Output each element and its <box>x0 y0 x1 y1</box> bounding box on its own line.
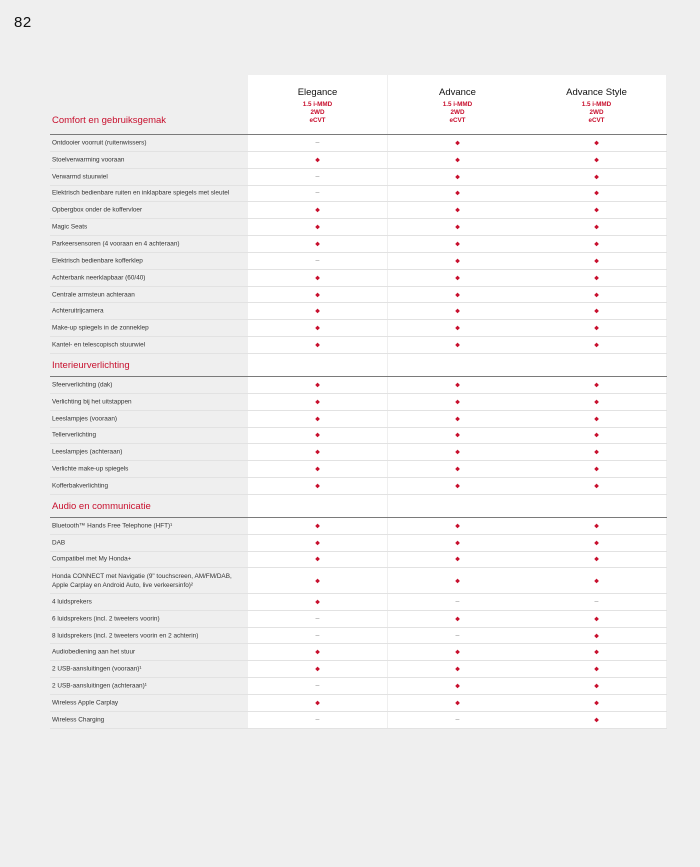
standard-marker-icon: ◆ <box>315 224 320 231</box>
feature-label: Achterbank neerklapbaar (60/40) <box>52 274 146 282</box>
standard-marker-icon: ◆ <box>315 599 320 606</box>
standard-marker-icon: ◆ <box>315 325 320 332</box>
standard-marker-icon: ◆ <box>594 616 599 623</box>
standard-marker-icon: ◆ <box>315 241 320 248</box>
standard-marker-icon: ◆ <box>594 275 599 282</box>
standard-marker-icon: ◆ <box>594 649 599 656</box>
standard-marker-icon: ◆ <box>315 578 320 585</box>
standard-marker-icon: ◆ <box>594 578 599 585</box>
table-row <box>50 695 667 712</box>
not-available-marker: – <box>315 139 320 147</box>
feature-label: Elektrisch bedienbare ruiten en inklapbare spiegels met sleutel <box>52 189 230 197</box>
standard-marker-icon: ◆ <box>455 157 460 164</box>
standard-marker-icon: ◆ <box>594 157 599 164</box>
table-row <box>50 270 667 287</box>
feature-label: Verlichte make-up spiegels <box>52 465 129 473</box>
standard-marker-icon: ◆ <box>315 556 320 563</box>
standard-marker-icon: ◆ <box>594 483 599 490</box>
feature-label: DAB <box>52 539 66 547</box>
not-available-marker: – <box>315 615 320 623</box>
table-row <box>50 644 667 661</box>
table-row <box>50 202 667 219</box>
model-transmission: eCVT <box>309 117 326 124</box>
standard-marker-icon: ◆ <box>315 540 320 547</box>
standard-marker-icon: ◆ <box>594 666 599 673</box>
table-row <box>50 611 667 628</box>
standard-marker-icon: ◆ <box>455 700 460 707</box>
table-row <box>50 303 667 320</box>
standard-marker-icon: ◆ <box>594 449 599 456</box>
feature-label: Compatibel met My Honda+ <box>52 555 132 563</box>
section-header <box>50 495 667 517</box>
standard-marker-icon: ◆ <box>455 241 460 248</box>
table-row <box>50 444 667 461</box>
model-header-advance <box>388 87 527 125</box>
standard-marker-icon: ◆ <box>315 292 320 299</box>
standard-marker-icon: ◆ <box>594 399 599 406</box>
standard-marker-icon: ◆ <box>455 449 460 456</box>
table-row <box>50 518 667 535</box>
standard-marker-icon: ◆ <box>455 416 460 423</box>
standard-marker-icon: ◆ <box>315 523 320 530</box>
feature-label: Kantel- en telescopisch stuurwiel <box>52 341 146 349</box>
standard-marker-icon: ◆ <box>315 308 320 315</box>
feature-label: Stoelverwarming vooraan <box>52 156 125 164</box>
standard-marker-icon: ◆ <box>594 292 599 299</box>
feature-label: Achteruitrijcamera <box>52 307 104 315</box>
standard-marker-icon: ◆ <box>594 717 599 724</box>
standard-marker-icon: ◆ <box>315 275 320 282</box>
feature-label: Parkeersensoren (4 vooraan en 4 achteraan) <box>52 240 180 248</box>
specification-table <box>50 75 667 729</box>
standard-marker-icon: ◆ <box>455 540 460 547</box>
feature-label: Wireless Charging <box>52 716 105 724</box>
not-available-marker: – <box>455 632 460 640</box>
standard-marker-icon: ◆ <box>594 258 599 265</box>
standard-marker-icon: ◆ <box>455 174 460 181</box>
table-row <box>50 394 667 411</box>
standard-marker-icon: ◆ <box>455 325 460 332</box>
standard-marker-icon: ◆ <box>594 540 599 547</box>
table-row <box>50 253 667 270</box>
feature-label: 2 USB-aansluitingen (achteraan)¹ <box>52 682 147 690</box>
model-name: Advance Style <box>566 87 627 98</box>
standard-marker-icon: ◆ <box>455 382 460 389</box>
standard-marker-icon: ◆ <box>455 207 460 214</box>
table-row <box>50 628 667 645</box>
standard-marker-icon: ◆ <box>594 174 599 181</box>
model-transmission: eCVT <box>449 117 466 124</box>
standard-marker-icon: ◆ <box>594 207 599 214</box>
table-row <box>50 186 667 203</box>
table-row <box>50 552 667 569</box>
feature-label: Tellerverlichting <box>52 431 97 439</box>
standard-marker-icon: ◆ <box>315 399 320 406</box>
standard-marker-icon: ◆ <box>455 342 460 349</box>
standard-marker-icon: ◆ <box>455 649 460 656</box>
standard-marker-icon: ◆ <box>315 666 320 673</box>
standard-marker-icon: ◆ <box>455 483 460 490</box>
not-available-marker: – <box>455 716 460 724</box>
feature-label: 8 luidsprekers (incl. 2 tweeters voorin en 2 achterin) <box>52 632 199 640</box>
standard-marker-icon: ◆ <box>455 275 460 282</box>
standard-marker-icon: ◆ <box>594 342 599 349</box>
standard-marker-icon: ◆ <box>455 258 460 265</box>
model-transmission: eCVT <box>588 117 605 124</box>
table-row <box>50 152 667 169</box>
not-available-marker: – <box>315 173 320 181</box>
not-available-marker: – <box>315 632 320 640</box>
standard-marker-icon: ◆ <box>315 416 320 423</box>
table-row <box>50 377 667 394</box>
table-row <box>50 411 667 428</box>
table-row <box>50 712 667 729</box>
feature-label: Ontdooier voorruit (ruitenwissers) <box>52 139 147 147</box>
standard-marker-icon: ◆ <box>455 556 460 563</box>
standard-marker-icon: ◆ <box>594 140 599 147</box>
model-name: Elegance <box>297 87 338 98</box>
table-row <box>50 287 667 304</box>
standard-marker-icon: ◆ <box>594 224 599 231</box>
not-available-marker: – <box>594 598 599 606</box>
feature-label: Sfeerverlichting (dak) <box>52 381 113 389</box>
standard-marker-icon: ◆ <box>315 449 320 456</box>
standard-marker-icon: ◆ <box>455 616 460 623</box>
feature-label: Wireless Apple Carplay <box>52 699 119 707</box>
model-header-advance-style <box>527 87 666 125</box>
standard-marker-icon: ◆ <box>315 466 320 473</box>
standard-marker-icon: ◆ <box>455 432 460 439</box>
not-available-marker: – <box>315 716 320 724</box>
section-title: Audio en communicatie <box>52 500 151 512</box>
table-row <box>50 568 667 594</box>
standard-marker-icon: ◆ <box>594 325 599 332</box>
standard-marker-icon: ◆ <box>315 207 320 214</box>
standard-marker-icon: ◆ <box>594 683 599 690</box>
standard-marker-icon: ◆ <box>455 666 460 673</box>
model-header-elegance <box>248 87 387 125</box>
not-available-marker: – <box>455 598 460 606</box>
feature-label: Bluetooth™ Hands Free Telephone (HFT)¹ <box>52 522 173 530</box>
standard-marker-icon: ◆ <box>315 432 320 439</box>
standard-marker-icon: ◆ <box>455 190 460 197</box>
standard-marker-icon: ◆ <box>315 649 320 656</box>
table-row <box>50 428 667 445</box>
feature-label: Verlichting bij het uitstappen <box>52 398 132 406</box>
standard-marker-icon: ◆ <box>455 292 460 299</box>
standard-marker-icon: ◆ <box>594 308 599 315</box>
standard-marker-icon: ◆ <box>594 523 599 530</box>
standard-marker-icon: ◆ <box>455 683 460 690</box>
standard-marker-icon: ◆ <box>315 700 320 707</box>
table-row <box>50 478 667 495</box>
table-row <box>50 461 667 478</box>
feature-label: Centrale armsteun achteraan <box>52 291 135 299</box>
feature-label: Leeslampjes (vooraan) <box>52 415 118 423</box>
page-number: 82 <box>14 14 32 31</box>
standard-marker-icon: ◆ <box>594 416 599 423</box>
standard-marker-icon: ◆ <box>594 382 599 389</box>
standard-marker-icon: ◆ <box>594 241 599 248</box>
not-available-marker: – <box>315 189 320 197</box>
section-header <box>50 354 667 376</box>
standard-marker-icon: ◆ <box>455 523 460 530</box>
table-row <box>50 661 667 678</box>
feature-label: Magic Seats <box>52 223 88 231</box>
feature-label: Verwarmd stuurwiel <box>52 173 108 181</box>
section-2 <box>50 495 667 729</box>
feature-label: Audiobediening aan het stuur <box>52 648 136 656</box>
section-title: Comfort en gebruiksgemak <box>52 115 167 126</box>
section-title: Interieurverlichting <box>52 359 130 371</box>
model-engine: 1.5 i-MMD <box>302 101 333 108</box>
standard-marker-icon: ◆ <box>455 140 460 147</box>
model-engine: 1.5 i-MMD <box>581 101 612 108</box>
table-row <box>50 678 667 695</box>
feature-label: Kofferbakverlichting <box>52 482 109 490</box>
table-row <box>50 135 667 152</box>
standard-marker-icon: ◆ <box>594 633 599 640</box>
standard-marker-icon: ◆ <box>455 224 460 231</box>
standard-marker-icon: ◆ <box>315 157 320 164</box>
model-drive: 2WD <box>310 109 325 116</box>
standard-marker-icon: ◆ <box>455 308 460 315</box>
standard-marker-icon: ◆ <box>315 483 320 490</box>
standard-marker-icon: ◆ <box>455 399 460 406</box>
not-available-marker: – <box>315 257 320 265</box>
standard-marker-icon: ◆ <box>594 556 599 563</box>
standard-marker-icon: ◆ <box>594 700 599 707</box>
standard-marker-icon: ◆ <box>594 432 599 439</box>
table-row <box>50 236 667 253</box>
feature-label: Leeslampjes (achteraan) <box>52 448 123 456</box>
standard-marker-icon: ◆ <box>315 342 320 349</box>
not-available-marker: – <box>315 682 320 690</box>
feature-label: Honda CONNECT met Navigatie (9" touchscreen, AM/FM/DAB, Apple Carplay en Android Auto, live verkeersinfo)² <box>52 572 232 589</box>
standard-marker-icon: ◆ <box>455 466 460 473</box>
feature-label: 2 USB-aansluitingen (vooraan)¹ <box>52 665 142 673</box>
table-row <box>50 169 667 186</box>
table-row <box>50 337 667 354</box>
standard-marker-icon: ◆ <box>594 190 599 197</box>
standard-marker-icon: ◆ <box>315 382 320 389</box>
section-1 <box>50 354 667 495</box>
table-row <box>50 219 667 236</box>
model-name: Advance <box>439 87 476 98</box>
feature-label: Opbergbox onder de koffervloer <box>52 206 143 214</box>
feature-label: Elektrisch bedienbare kofferklep <box>52 257 143 265</box>
standard-marker-icon: ◆ <box>594 466 599 473</box>
model-drive: 2WD <box>589 109 604 116</box>
feature-label: 4 luidsprekers <box>52 598 92 606</box>
model-engine: 1.5 i-MMD <box>442 101 473 108</box>
table-row <box>50 535 667 552</box>
table-row <box>50 594 667 611</box>
feature-label: 6 luidsprekers (incl. 2 tweeters voorin) <box>52 615 160 623</box>
model-drive: 2WD <box>450 109 465 116</box>
feature-label: Make-up spiegels in de zonneklep <box>52 324 149 332</box>
table-row <box>50 320 667 337</box>
standard-marker-icon: ◆ <box>455 578 460 585</box>
